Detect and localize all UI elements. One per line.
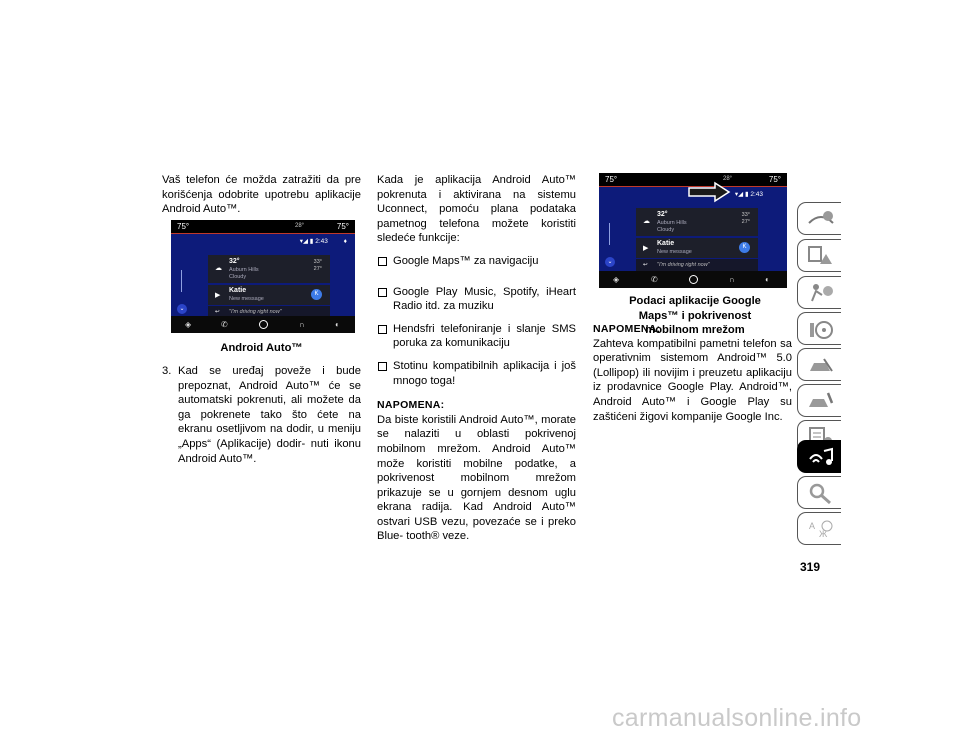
outside-temp: 28°: [723, 176, 733, 182]
checkbox-bullet-icon: [378, 288, 387, 297]
status-bar: [300, 237, 347, 245]
weather-card[interactable]: [636, 208, 758, 236]
message-card[interactable]: [636, 238, 758, 258]
temp-left: 75°: [177, 222, 190, 231]
weather-cond: Cloudy: [229, 274, 247, 280]
scroll-indicator: [609, 223, 610, 245]
reply-icon: ↩: [215, 309, 220, 315]
radio-music-icon: [806, 445, 836, 469]
weather-cond: Cloudy: [657, 227, 675, 233]
column-2: [377, 173, 576, 544]
pointer-arrow-icon: [687, 181, 731, 203]
nav-bar: [171, 316, 355, 333]
weather-hi: 33°: [741, 212, 750, 218]
svg-text:Ж: Ж: [819, 529, 828, 539]
home-icon[interactable]: [259, 320, 268, 329]
col2-intro: Kada je aplikacija Android Auto™ pokrenuta i aktivirana na sistemu Uconnect, pomoću plana podataka pametnog telefona možete koristiti sledeće funkcije:: [377, 174, 576, 245]
status-bar: [735, 190, 763, 198]
mic-icon[interactable]: ♦: [343, 238, 347, 245]
weather-hilo: [314, 259, 322, 273]
bullet-item: Hendsfri telefoniranje i slanje SMS poruka za komunikaciju: [377, 322, 576, 351]
note-heading: NAPOMENA:: [593, 323, 661, 335]
tab-airbag[interactable]: [797, 276, 841, 309]
outside-temp: 28°: [295, 223, 305, 229]
car-dash-icon: [806, 207, 836, 231]
language-icon: [806, 517, 836, 541]
play-icon: ▶: [643, 245, 649, 252]
weather-lo: 27°: [741, 219, 750, 225]
note-heading: NAPOMENA:: [377, 399, 445, 412]
reply-text: "I'm driving right now": [229, 309, 282, 315]
bullet-item: Google Play Music, Spotify, iHeart Radio itd. za muziku: [377, 285, 576, 314]
weather-place: Auburn Hills: [229, 267, 259, 273]
nav-bar: [599, 271, 787, 288]
signal-icon: ▾◢ ▮: [734, 191, 749, 198]
headphones-icon[interactable]: ∩: [729, 275, 735, 284]
step-number: 3.: [162, 365, 172, 377]
temp-right: 75°: [768, 175, 781, 184]
steering-wheel-icon: [806, 317, 836, 341]
watermark: carmanualsonline.info: [612, 704, 862, 732]
weather-temp: 32°: [657, 211, 668, 218]
climate-bar: [171, 220, 355, 233]
svg-text:A: A: [809, 521, 816, 531]
navigation-icon[interactable]: ◈: [185, 320, 192, 329]
tab-language[interactable]: [797, 512, 841, 545]
col2-note: Da biste koristili Android Auto™, morate se nalaziti u oblasti pokrivenoj mobilnom mrežom. Android Auto™ može koristiti mobilne podatke, a pokrivenost mobilnom mrežom prikazuje se u gornjem desnom uglu ekrana radija. Kad Android Auto™ ostvari USB vezu, povezaće se i preko Blue- tooth® veze.: [377, 413, 576, 543]
navigation-icon[interactable]: ◈: [613, 275, 620, 284]
column-3: [593, 322, 792, 424]
weather-lo: 27°: [313, 266, 322, 272]
cloud-icon: ☁: [643, 218, 650, 225]
tab-car-dash[interactable]: [797, 202, 841, 235]
caption-2: Podaci aplikacije Google Maps™ i pokrivenost mobilnom mrežom: [629, 295, 761, 337]
reply-icon: ↩: [643, 262, 648, 268]
car-crash-icon: [806, 353, 836, 377]
android-auto-screenshot-1: [171, 220, 355, 333]
bullet-item: Google Maps™ za navigaciju: [377, 254, 576, 269]
tab-steering[interactable]: [797, 312, 841, 345]
weather-temp: 32°: [229, 258, 240, 265]
bullet-item: Stotinu kompatibilnih aplikacija i još mnogo toga!: [377, 359, 576, 388]
home-icon[interactable]: [689, 275, 698, 284]
exit-icon[interactable]: ◐: [335, 320, 340, 329]
weather-place: Auburn Hills: [657, 220, 687, 226]
caption-1: Android Auto™: [220, 342, 303, 354]
headphones-icon[interactable]: ∩: [299, 320, 305, 329]
signal-icon: ▾◢ ▮: [299, 238, 314, 245]
step-text: Kad se uređaj poveže i bude prepoznat, Android Auto™ će se automatski pokrenuti, ali možete da ga pokrenete tako što ćete na ekranu osetljivom na dodir, u meniju „Apps“ (Aplikacije) dodir- nuti ikonu Android Auto™.: [178, 365, 361, 465]
temp-left: 75°: [605, 175, 618, 184]
checkbox-bullet-icon: [378, 362, 387, 371]
status-time: 2:43: [750, 191, 763, 198]
tab-car-warning[interactable]: [797, 239, 841, 272]
weather-card[interactable]: [208, 255, 330, 283]
reply-suggestion[interactable]: [636, 259, 758, 271]
page-number: 319: [800, 560, 821, 574]
col3-note: Zahteva kompatibilni pametni telefon sa operativnim sistemom Android™ 5.0 (Lollipop) ili novijim i preuzetu aplikaciju iz prodavnice Google Play. Android™, Android Auto™ i Google Play su zaštićeni žigovi kompanije Google Inc.: [593, 337, 792, 423]
phone-icon[interactable]: ✆: [221, 320, 228, 329]
status-time: 2:43: [315, 238, 328, 245]
phone-icon[interactable]: ✆: [651, 275, 658, 284]
temp-right: 75°: [336, 222, 349, 231]
contact-name: Katie: [229, 287, 247, 294]
cloud-icon: ☁: [215, 265, 222, 272]
step-3: [162, 356, 361, 466]
avatar: K: [739, 242, 750, 253]
tab-radio-music[interactable]: [797, 440, 841, 473]
airbag-icon: [806, 281, 836, 305]
column-1: [162, 173, 361, 217]
play-icon: ▶: [215, 292, 221, 299]
android-auto-screenshot-2: [599, 173, 787, 288]
weather-hi: 33°: [313, 259, 322, 265]
tab-car-service[interactable]: [797, 384, 841, 417]
chevron-down-icon[interactable]: ⌄: [177, 304, 187, 314]
exit-icon[interactable]: ◐: [765, 275, 770, 284]
tab-car-crash[interactable]: [797, 348, 841, 381]
checkbox-bullet-icon: [378, 257, 387, 266]
contact-msg: New message: [229, 296, 264, 302]
tab-search[interactable]: [797, 476, 841, 509]
car-service-icon: [806, 389, 836, 413]
checkbox-bullet-icon: [378, 325, 387, 334]
message-card[interactable]: [208, 285, 330, 305]
weather-hilo: [742, 212, 750, 226]
scroll-indicator: [181, 270, 182, 292]
reply-text: "I'm driving right now": [657, 262, 710, 268]
col1-intro: Vaš telefon će možda zatražiti da pre korišćenja odobrite upotrebu aplikacije Android Auto™.: [162, 174, 361, 216]
chevron-down-icon[interactable]: ⌄: [605, 257, 615, 267]
avatar: K: [311, 289, 322, 300]
contact-name: Katie: [657, 240, 675, 247]
search-icon: [806, 481, 836, 505]
car-warning-icon: [806, 244, 836, 268]
contact-msg: New message: [657, 249, 692, 255]
divider: [171, 233, 355, 234]
